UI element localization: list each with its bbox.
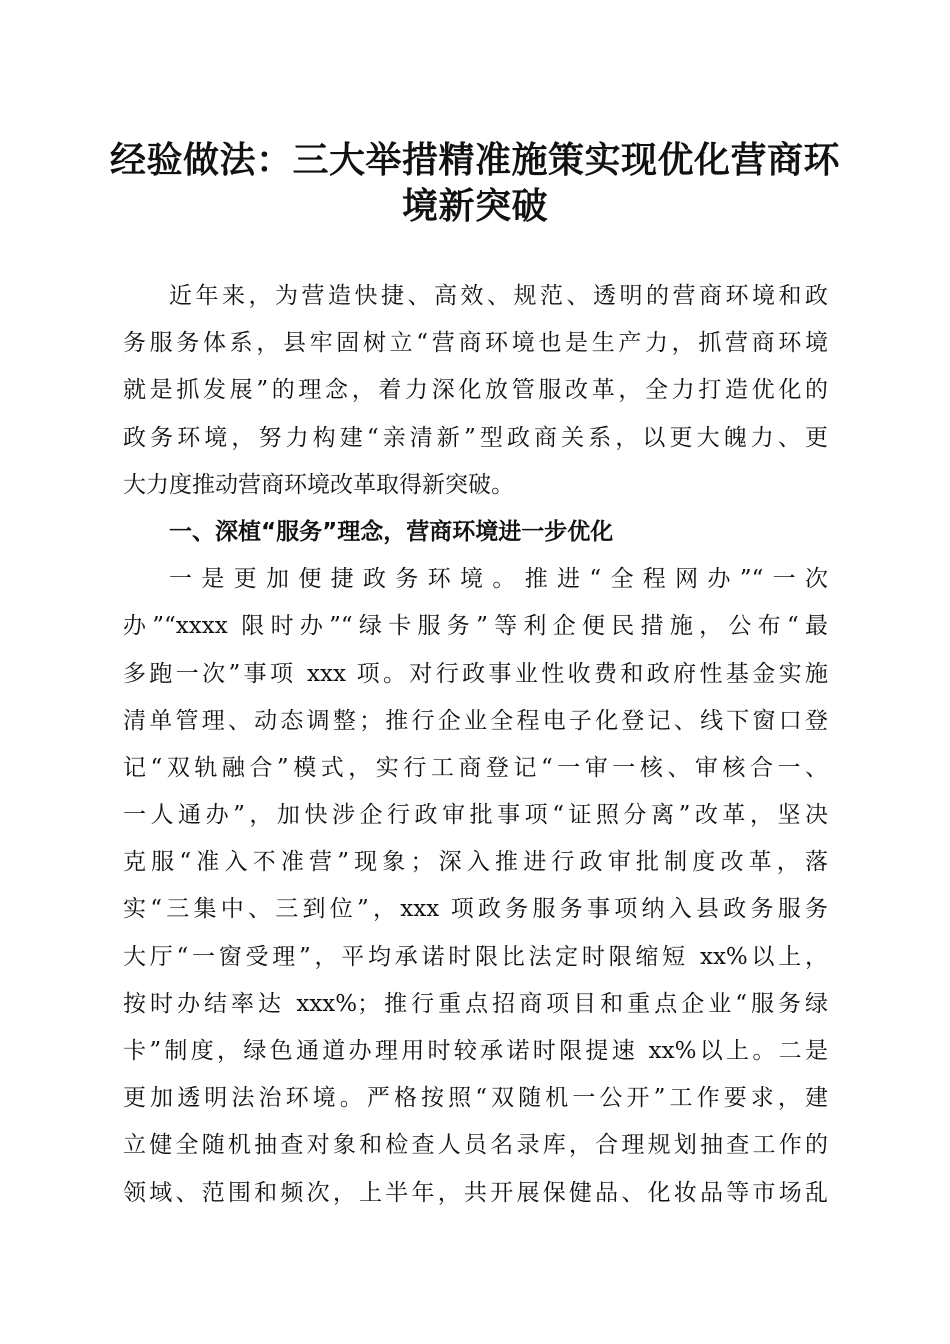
paragraph-line: 记“双轨融合”模式，实行工商登记“一审一核、审核合一、 [123,754,828,781]
paragraph-line: 近年来，为营造快捷、高效、规范、透明的营商环境和政 [169,283,828,309]
paragraph-line: 立健全随机抽查对象和检查人员名录库，合理规划抽查工作的 [123,1132,828,1159]
paragraph-line: 实“三集中、三到位”，xxx 项政务服务事项纳入县政务服务 [123,896,828,923]
paragraph-line: 领域、范围和频次，上半年，共开展保健品、化妆品等市场乱 [123,1179,828,1206]
paragraph-line: 就是抓发展”的理念，着力深化放管服改革，全力打造优化的 [123,377,828,404]
section-heading: 一、深植“服务”理念，营商环境进一步优化 [169,518,614,545]
paragraph-line: 一是更加便捷政务环境。推进“全程网办”“一次 [169,566,828,593]
paragraph-line: 一人通办”，加快涉企行政审批事项“证照分离”改革，坚决 [123,802,828,829]
document-title-line-1: 经验做法：三大举措精准施策实现优化营商环 [109,139,840,181]
document-title-line-2: 境新突破 [401,185,548,227]
paragraph-line: 大力度推动营商环境改革取得新突破。 [123,471,514,498]
paragraph-line: 清单管理、动态调整；推行企业全程电子化登记、线下窗口登 [123,707,828,734]
paragraph-line: 卡”制度，绿色通道办理用时较承诺时限提速 xx%以上。二是 [123,1038,828,1064]
paragraph-line: 政务环境，努力构建“亲清新”型政商关系，以更大魄力、更 [123,424,828,451]
paragraph-line: 务服务体系，县牢固树立“营商环境也是生产力，抓营商环境 [123,330,828,357]
paragraph-line: 克服“准入不准营”现象；深入推进行政审批制度改革，落 [123,849,828,876]
paragraph-line: 办”“xxxx 限时办”“绿卡服务”等利企便民措施，公布“最 [123,613,828,640]
paragraph-line: 大厅“一窗受理”，平均承诺时限比法定时限缩短 xx%以上， [123,943,828,970]
paragraph-line: 按时办结率达 xxx%；推行重点招商项目和重点企业“服务绿 [123,990,828,1017]
paragraph-line: 更加透明法治环境。严格按照“双随机一公开”工作要求，建 [123,1085,828,1112]
document-body [123,273,828,1217]
paragraph-line: 多跑一次”事项 xxx 项。对行政事业性收费和政府性基金实施 [123,660,828,687]
